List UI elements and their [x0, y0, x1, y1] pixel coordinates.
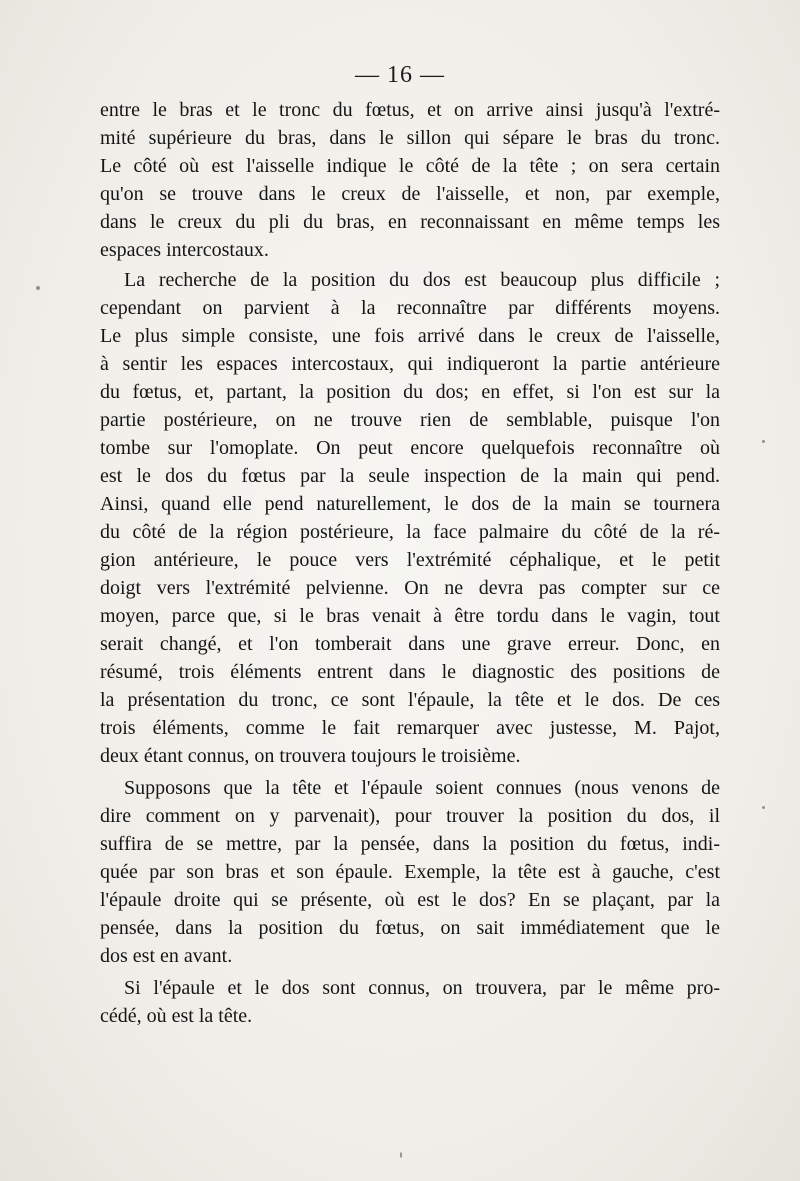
- text-line: moyen, parce que, si le bras venait à être tordu dans le vagin, tout: [100, 605, 720, 627]
- text-line: mité supérieure du bras, dans le sillon qui sépare le bras du tronc.: [100, 127, 720, 149]
- text-line: partie postérieure, on ne trouve rien de semblable, puisque l'on: [100, 409, 720, 431]
- text-line: quée par son bras et son épaule. Exemple, la tête est à gauche, c'est: [100, 861, 720, 883]
- text-line: Le plus simple consiste, une fois arrivé dans le creux de l'aisselle,: [100, 325, 720, 347]
- text-line: suffira de se mettre, par la pensée, dans la position du fœtus, indi-: [100, 833, 720, 855]
- text-line: résumé, trois éléments entrent dans le diagnostic des positions de: [100, 661, 720, 683]
- text-line: Si l'épaule et le dos sont connus, on trouvera, par le même pro-: [124, 977, 720, 999]
- ink-speck: [36, 286, 40, 290]
- text-line: cependant on parvient à la reconnaître par différents moyens.: [100, 297, 720, 319]
- paragraph-4: [100, 974, 720, 1030]
- ink-speck: [762, 440, 765, 443]
- body-text: [100, 96, 720, 1030]
- text-line: Le côté où est l'aisselle indique le côté de la tête ; on sera certain: [100, 155, 720, 177]
- text-line: la présentation du tronc, ce sont l'épaule, la tête et le dos. De ces: [100, 689, 720, 711]
- page-number: — 16 —: [355, 62, 445, 88]
- text-line: Supposons que la tête et l'épaule soient connues (nous venons de: [124, 777, 720, 799]
- text-line: espaces intercostaux.: [100, 239, 269, 261]
- text-line: gion antérieure, le pouce vers l'extrémité céphalique, et le petit: [100, 549, 720, 571]
- text-line: entre le bras et le tronc du fœtus, et on arrive ainsi jusqu'à l'extré-: [100, 99, 720, 121]
- text-line: serait changé, et l'on tomberait dans une grave erreur. Donc, en: [100, 633, 720, 655]
- text-line: deux étant connus, on trouvera toujours le troisième.: [100, 745, 521, 767]
- ink-speck: [762, 806, 765, 809]
- paragraph-1: [100, 96, 720, 264]
- ink-speck: [400, 1152, 402, 1158]
- text-line: doigt vers l'extrémité pelvienne. On ne devra pas compter sur ce: [100, 577, 720, 599]
- text-line: tombe sur l'omoplate. On peut encore quelquefois reconnaître où: [100, 437, 720, 459]
- text-line: La recherche de la position du dos est beaucoup plus difficile ;: [124, 269, 720, 291]
- paragraph-3: [100, 774, 720, 970]
- text-line: qu'on se trouve dans le creux de l'aisselle, et non, par exemple,: [100, 183, 720, 205]
- text-line: cédé, où est la tête.: [100, 1005, 253, 1027]
- text-line: Ainsi, quand elle pend naturellement, le dos de la main se tournera: [100, 493, 720, 515]
- text-line: l'épaule droite qui se présente, où est le dos? En se plaçant, par la: [100, 889, 720, 911]
- text-line: du côté de la région postérieure, la face palmaire du côté de la ré-: [100, 521, 720, 543]
- text-line: dans le creux du pli du bras, en reconnaissant en même temps les: [100, 211, 720, 233]
- text-line: dos est en avant.: [100, 945, 233, 967]
- text-line: dire comment on y parvenait), pour trouver la position du dos, il: [100, 805, 720, 827]
- paragraph-2: [100, 266, 720, 770]
- text-line: pensée, dans la position du fœtus, on sait immédiatement que le: [100, 917, 720, 939]
- text-line: du fœtus, et, partant, la position du dos; en effet, si l'on est sur la: [100, 381, 720, 403]
- text-line: est le dos du fœtus par la seule inspection de la main qui pend.: [100, 465, 720, 487]
- text-line: à sentir les espaces intercostaux, qui indiqueront la partie antérieure: [100, 353, 720, 375]
- text-line: trois éléments, comme le fait remarquer avec justesse, M. Pajot,: [100, 717, 720, 739]
